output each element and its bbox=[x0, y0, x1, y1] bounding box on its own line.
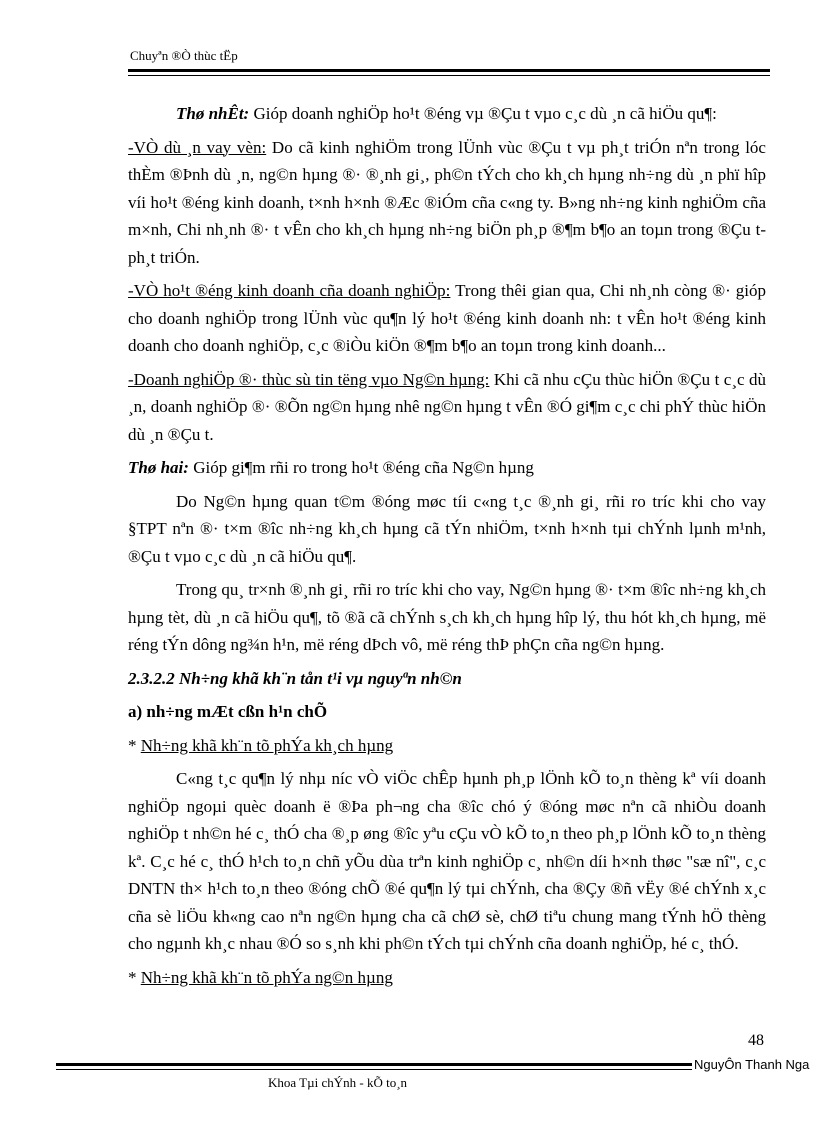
label-first: Thø nhÊt: bbox=[176, 104, 250, 123]
header-rule-bottom bbox=[128, 75, 770, 76]
document-body bbox=[128, 100, 766, 997]
lead-trust: -Doanh nghiÖp ®· thùc sù tin tëng vµo Ng©n hµng: bbox=[128, 369, 490, 389]
lead-project-loan: -VÒ dù ¸n vay vèn: bbox=[128, 137, 267, 157]
page-number: 48 bbox=[748, 1032, 764, 1049]
paragraph-3: -VÒ ho¹t ®éng kinh doanh cña doanh nghiÖp: Trong thêi gian qua, Chi nh¸nh còng ®· gióp cho doanh nghiÖp trong lÜnh vùc qu¶n lý ho¹t ®éng kinh doanh nh: t vÊn ho¹t ®éng kinh doanh cho doanh nghiÖp, c¸c ®iÒu kiÖn ®¶m b¶o an toµn trong kinh doanh... bbox=[128, 281, 766, 355]
footer-rule-top bbox=[56, 1063, 692, 1066]
footer-author: NguyÔn Thanh Nga bbox=[694, 1057, 810, 1072]
subheading-a: a) nh÷ng mÆt cßn h¹n chÕ bbox=[128, 702, 328, 721]
paragraph-4: -Doanh nghiÖp ®· thùc sù tin tëng vµo Ng©n hµng: Khi cã nhu cÇu thùc hiÖn ®Çu t c¸c dù ¸n, doanh nghiÖp ®· ®Õn ng©n hµng nhê ng©n hµng t vÊn ®Ó gi¶m c¸c chi phÝ thùc hiÖn dù ¸n ®Çu t. bbox=[128, 369, 766, 444]
subheading-customer-difficulties: * Nh÷ng khã kh¨n tõ phÝa kh¸ch hµng bbox=[128, 735, 394, 755]
lead-business-activity: -VÒ ho¹t ®éng kinh doanh cña doanh nghiÖp: bbox=[128, 281, 451, 300]
header-rule-top bbox=[128, 69, 770, 72]
paragraph-5: Thø hai: Gióp gi¶m rñi ro trong ho¹t ®éng cña Ng©n hµng bbox=[128, 458, 534, 477]
footer-rule-bottom bbox=[56, 1069, 692, 1070]
footer-department: Khoa Tµi chÝnh - kÕ to¸n bbox=[268, 1075, 408, 1090]
header-title: Chuyªn ®Ò thùc tËp bbox=[130, 48, 238, 63]
paragraph-2: -VÒ dù ¸n vay vèn: Do cã kinh nghiÖm trong lÜnh vùc ®Çu t vµ ph¸t triÓn nªn trong lóc thÈm ®Þnh dù ¸n, ng©n hµng ®· ®¸nh gi¸, ph©n tÝch cho kh¸ch hµng nh÷ng dù ¸n phï hîp víi ho¹t ®éng kinh doanh, t×nh h×nh ®Æc ®iÓm cña c«ng ty. B»ng nh÷ng kinh nghiÖm cña m×nh, Chi nh¸nh ®· t vÊn cho kh¸ch hµng nh÷ng biÖn ph¸p ®¶m b¶o an toµn trong ®Çu t ph¸t triÓn. bbox=[128, 137, 766, 267]
subheading-bank-difficulties: * Nh÷ng khã kh¨n tõ phÝa ng©n hµng bbox=[128, 967, 393, 987]
section-heading: 2.3.2.2 Nh÷ng khã kh¨n tån t¹i vµ nguyªn nh©n bbox=[128, 668, 462, 688]
paragraph-6: Do Ng©n hµng quan t©m ®óng møc tíi c«ng t¸c ®¸nh gi¸ rñi ro tríc khi cho vay §TPT nªn ®· t×m ®îc nh÷ng kh¸ch hµng cã tÝn nhiÖm, t×nh h×nh tµi chÝnh lµnh m¹nh, ®Çu t vµo c¸c dù ¸n cã hiÖu qu¶. bbox=[128, 491, 766, 566]
label-second: Thø hai: bbox=[128, 458, 189, 477]
paragraph-8: C«ng t¸c qu¶n lý nhµ níc vÒ viÖc chÊp hµnh ph¸p lÖnh kÕ to¸n thèng kª víi doanh nghiÖp ngoµi quèc doanh ë ®Þa ph¬ng cha ®îc chó ý ®óng møc nªn cã nhiÒu doanh nghiÖp t nh©n hé c¸ thÓ cha ®¸p øng ®îc yªu cÇu vÒ kÕ to¸n theo ph¸p lÖnh kÕ to¸n thèng kª. C¸c hé c¸ thÓ h¹ch to¸n chñ yÕu dùa trªn kinh nghiÖp c¸ nh©n díi h×nh thøc "sæ nî", c¸c DNTN th× h¹ch to¸n theo ®óng chÕ ®é qu¶n lý tµi chÝnh, cha ®Çy ®ñ vËy ®é chÝnh x¸c cña sè liÖu kh«ng cao nªn ng©n hµng cha cã chØ sè, chØ tiªu chung mang tÝnh hÖ thèng cho ngµnh kh¸c nhau ®Ó so s¸nh khi ph©n tÝch tµi chÝnh cña doanh nghiÖp, hé c¸ thÓ. bbox=[128, 769, 766, 953]
paragraph-1: Thø nhÊt: Gióp doanh nghiÖp ho¹t ®éng vµ ®Çu t vµo c¸c dù ¸n cã hiÖu qu¶: bbox=[176, 104, 717, 123]
paragraph-7: Trong qu¸ tr×nh ®¸nh gi¸ rñi ro tríc khi cho vay, Ng©n hµng ®· t×m ®îc nh÷ng kh¸ch hµng tèt, dù ¸n cã hiÖu qu¶, tõ ®ã cã chÝnh s¸ch kh¸ch hµng hîp lý, thu hót kh¸ch hµng, më réng tÝn dông ng¾n h¹n, më réng dÞch vô, më réng thÞ phÇn cña ng©n hµng. bbox=[128, 580, 766, 654]
